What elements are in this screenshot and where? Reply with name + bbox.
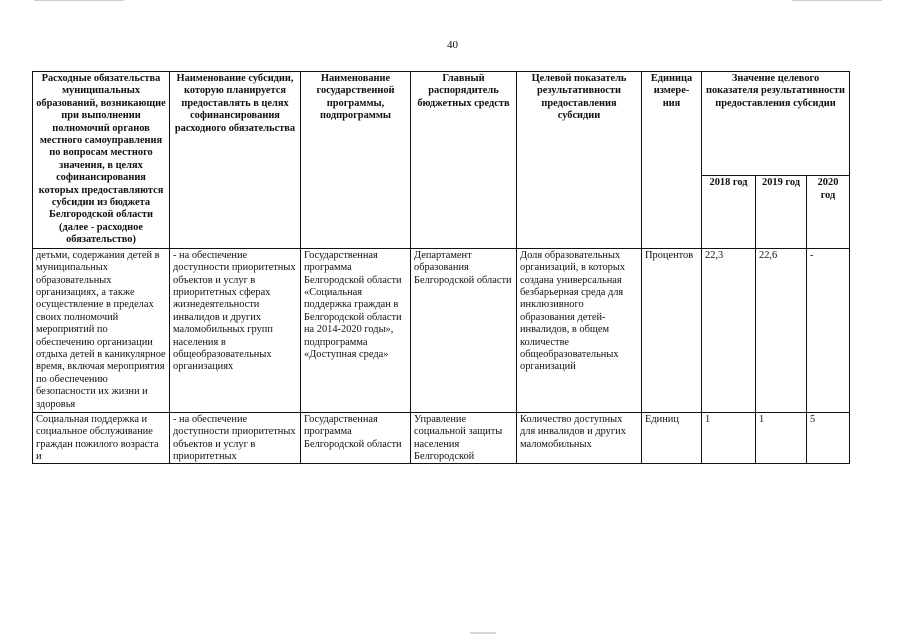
top-edge-line-right [792, 0, 882, 1]
cell-value-2020: - [807, 248, 850, 412]
subsidy-table [32, 71, 850, 464]
cell-manager: Управление социальной защиты населения Белгородской [414, 413, 503, 462]
cell-subsidy: - на обеспечение доступности приоритетных объектов и услуг в приоритетных сферах жизнедеятельности инвалидов и других маломобильных групп населения в общеобразовательных организациях [170, 248, 301, 412]
cell-indicator: Количество доступных для инвалидов и других маломобильных [520, 413, 626, 450]
cell-value-2020: 5 [807, 412, 850, 463]
header-year-2019: 2019 год [756, 176, 807, 248]
cell-obligation: Социальная поддержка и социальное обслуживание граждан пожилого возраста и [36, 413, 159, 462]
cell-manager-cell [411, 412, 517, 463]
cell-value-2019: 22,6 [756, 248, 807, 412]
header-row [33, 72, 850, 176]
cell-value-2019: 1 [756, 412, 807, 463]
cell-obligation-cell [33, 412, 170, 463]
cell-program: Государственная программа Белгородской области [304, 413, 402, 450]
top-edge-line-left [34, 0, 124, 1]
cell-manager: Департамент образования Белгородской области [411, 248, 517, 412]
cell-obligation: детьми, содержания детей в муниципальных образовательных организациях, а также осуществление в пределах своих полномочий мероприятий по обеспечению организации отдыха детей в каникулярное время, включая мероприятия по обеспечению безопасности их жизни и здоровья [33, 248, 170, 412]
table-row [33, 412, 850, 463]
header-year-2018: 2018 год [702, 176, 756, 248]
cell-indicator: Доля образовательных организаций, в которых создана универсальная безбарьерная среда для инклюзивного образования детей-инвалидов, в общем количестве общеобразовательных организаций [517, 248, 642, 412]
cell-value-2018: 22,3 [702, 248, 756, 412]
cell-program: Государственная программа Белгородской области «Социальная поддержка граждан в Белгородской области на 2014-2020 годы», подпрограмма «Доступная среда» [301, 248, 411, 412]
header-expense-obligations: Расходные обязательства муниципальных образований, возникающие при выполнении полномочий органов местного самоуправления по вопросам местного значения, в целях софинансирования которых предоставляются субсидии из бюджета Белгородской области (далее - расходное обязательство) [33, 72, 170, 249]
header-subsidy-name: Наименование субсидии, которую планируется предоставлять в целях софинансирования расходного обязательства [170, 72, 301, 249]
cell-subsidy-cell [170, 412, 301, 463]
header-unit: Единица измере-ния [642, 72, 702, 249]
table-row [33, 248, 850, 412]
bottom-edge-mark [470, 632, 496, 634]
cell-program-cell [301, 412, 411, 463]
header-year-2020: 2020 год [807, 176, 850, 248]
page-number: 40 [447, 39, 458, 51]
header-program-name: Наименование государственной программы, подпрограммы [301, 72, 411, 249]
cell-unit: Единиц [642, 412, 702, 463]
cell-unit: Процентов [642, 248, 702, 412]
cell-value-2018: 1 [702, 412, 756, 463]
cell-indicator-cell [517, 412, 642, 463]
header-value-group: Значение целевого показателя результативности предоставления субсидии [702, 72, 850, 176]
cell-subsidy: - на обеспечение доступности приоритетных объектов и услуг в приоритетных [173, 413, 296, 462]
header-main-manager: Главный распорядитель бюджетных средств [411, 72, 517, 249]
header-target-indicator: Целевой показатель результативности предоставления субсидии [517, 72, 642, 249]
